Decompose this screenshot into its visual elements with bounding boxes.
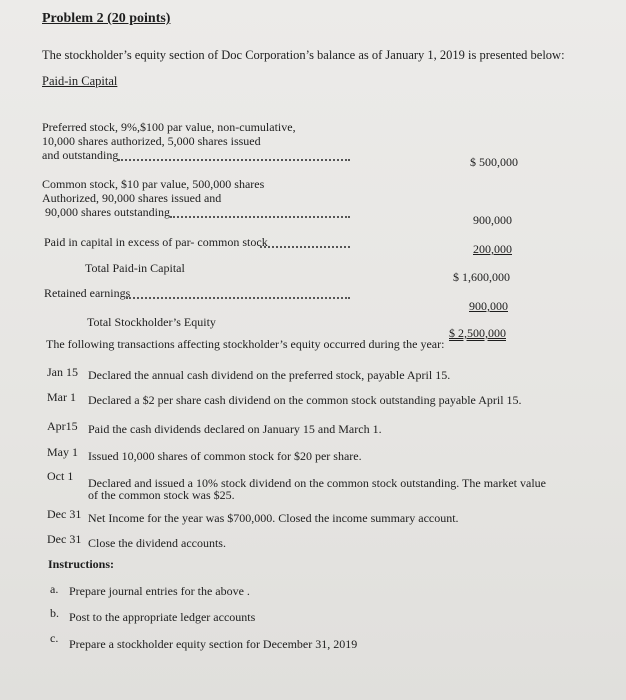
transaction-date: Dec 31 (47, 532, 82, 546)
preferred-amount: $ 500,000 (470, 155, 518, 169)
common-line-3: 90,000 shares outstanding (45, 205, 170, 219)
retained-earnings-label: Retained earnings (44, 286, 131, 300)
transaction-date: Mar 1 (47, 390, 76, 404)
retained-earnings-amount: 900,000 (469, 299, 508, 313)
transaction-text: Declared a $2 per share cash dividend on the common stock outstanding payable April 15. (88, 393, 522, 407)
total-paid-in-label: Total Paid-in Capital (85, 261, 185, 275)
instruction-text: Prepare a stockholder equity section for December 31, 2019 (69, 637, 358, 651)
instructions-heading: Instructions: (48, 557, 115, 571)
common-line-1: Common stock, $10 par value, 500,000 shares (42, 177, 265, 191)
transaction-date: Dec 31 (47, 507, 82, 521)
instruction-letter: b. (50, 606, 59, 620)
transaction-date: Oct 1 (47, 469, 74, 483)
transaction-text: Paid the cash dividends declared on January 15 and March 1. (88, 422, 382, 436)
transaction-date: Jan 15 (47, 365, 78, 379)
preferred-line-1: Preferred stock, 9%,$100 par value, non-cumulative, (42, 120, 296, 134)
intro-text: The stockholder’s equity section of Doc Corporation’s balance as of January 1, 2019 is presented below: (42, 48, 565, 62)
total-equity-amount: $ 2,500,000 (449, 326, 506, 340)
leader-dots (126, 297, 350, 299)
leader-dots (170, 216, 350, 218)
instruction-letter: c. (50, 631, 59, 645)
apic-label: Paid in capital in excess of par- common stock (44, 235, 268, 249)
transaction-text: Declared the annual cash dividend on the preferred stock, payable April 15. (88, 368, 451, 382)
preferred-line-2: 10,000 shares authorized, 5,000 shares issued (42, 134, 261, 148)
problem-title: Problem 2 (20 points) (42, 11, 171, 26)
total-paid-in-amount: $ 1,600,000 (453, 270, 510, 284)
instruction-text: Post to the appropriate ledger accounts (69, 610, 256, 624)
transactions-intro: The following transactions affecting stockholder’s equity occurred during the year: (46, 337, 445, 351)
transaction-text: Close the dividend accounts. (88, 536, 226, 550)
transaction-text: Net Income for the year was $700,000. Closed the income summary account. (88, 511, 459, 525)
instruction-text: Prepare journal entries for the above . (69, 584, 250, 598)
common-line-2: Authorized, 90,000 shares issued and (42, 191, 222, 205)
instruction-letter: a. (50, 582, 59, 596)
preferred-line-3: and outstanding (42, 148, 119, 162)
total-equity-label: Total Stockholder’s Equity (87, 315, 216, 329)
transaction-text: Declared and issued a 10% stock dividend on the common stock outstanding. The market value of the common stock was $25. (88, 476, 546, 502)
apic-amount: 200,000 (473, 242, 512, 256)
transaction-text: Issued 10,000 shares of common stock for $20 per share. (88, 449, 362, 463)
leader-dots (260, 246, 350, 248)
common-amount: 900,000 (473, 213, 512, 227)
leader-dots (118, 159, 350, 161)
transaction-date: Apr15 (47, 419, 78, 433)
section-heading: Paid-in Capital (42, 74, 118, 88)
transaction-date: May 1 (47, 445, 78, 459)
